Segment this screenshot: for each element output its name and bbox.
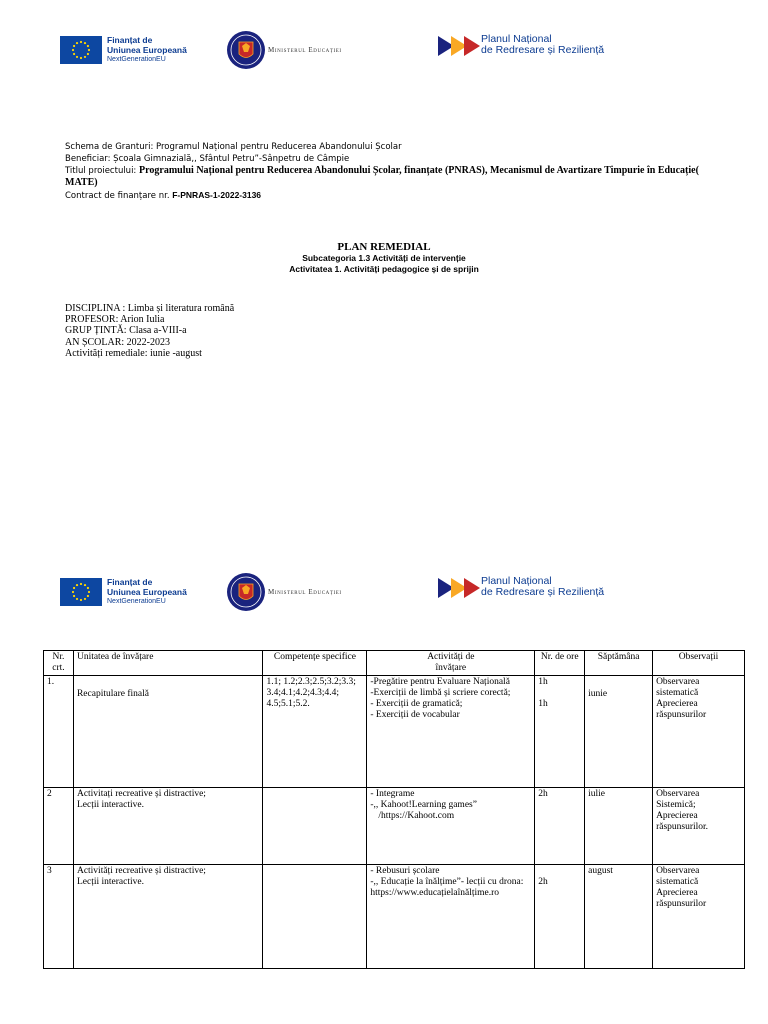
pnrr-logo-text <box>481 576 604 598</box>
header-unit: Unitatea de învățare <box>73 651 263 676</box>
eu-star-icon <box>87 45 89 47</box>
header-hours: Nr. de ore <box>535 651 585 676</box>
cell-nr: 3 <box>44 865 74 969</box>
obs-d: răspunsurilor. <box>656 822 709 832</box>
header-competences: Competențe specifice <box>263 651 367 676</box>
table-header-row <box>44 651 745 676</box>
plan-title-main: PLAN REMEDIAL <box>337 241 431 253</box>
contract-label: Contract de finanțare nr. <box>65 191 173 201</box>
eu-star-icon <box>84 584 86 586</box>
project-title-label: Titlul proiectului: <box>65 166 140 176</box>
romania-coat-of-arms-icon <box>226 572 266 612</box>
unit-line1: Activitați recreative și distractive; <box>76 789 206 799</box>
pnrr-arrows-icon <box>438 35 480 57</box>
cell-week: iulie <box>585 788 653 865</box>
cell-week: august <box>585 865 653 969</box>
eu-funding-line1: Finanțat de <box>107 35 153 45</box>
ministry-name: Ministerul Educației <box>268 46 342 54</box>
cell-unit <box>73 676 263 788</box>
obs-b: sistematică <box>656 688 699 698</box>
info-school-year: AN ȘCOLAR: 2022-2023 <box>65 336 171 348</box>
cell-competences <box>263 788 367 865</box>
hours-b: 2h <box>538 877 548 887</box>
eu-funding-line2: Uniunea Europeană <box>107 587 187 597</box>
eu-star-icon <box>72 49 74 51</box>
info-discipline: DISCIPLINA : Limba și literatura română <box>65 303 235 314</box>
grant-scheme: Schema de Granturi: Programul Național pentru Reducerea Abandonului Școlar <box>65 142 402 152</box>
contract-number: F-PNRAS-1-2022-3136 <box>172 190 262 200</box>
grant-info <box>65 141 715 202</box>
eu-star-icon <box>80 57 82 59</box>
hours-a: 2h <box>538 789 548 799</box>
activity-a: -Pregătire pentru Evaluare Națională <box>370 677 510 687</box>
header-nr: Nr. crt. <box>44 651 74 676</box>
cell-hours <box>535 788 585 865</box>
eu-funding-line2: Uniunea Europeană <box>107 45 187 55</box>
unit-line1: Activități recreative și distractive; <box>76 866 206 876</box>
cell-hours <box>535 865 585 969</box>
course-info <box>65 303 234 359</box>
obs-a: Observarea <box>656 789 700 799</box>
eu-star-icon <box>84 598 86 600</box>
cell-unit <box>73 788 263 865</box>
cell-observations <box>653 788 745 865</box>
table-row <box>44 788 745 865</box>
activity-b: -,, Educație la înălțime”- lecții cu drona: <box>370 877 524 887</box>
obs-c: Aprecierea <box>656 888 698 898</box>
activity-a: - Rebusuri școlare <box>370 866 440 876</box>
info-remedial-period: Activități remediale: iunie -august <box>65 347 202 359</box>
cell-activities <box>367 788 535 865</box>
info-target-group: GRUP ȚINTĂ: Clasa a-VIII-a <box>65 325 187 337</box>
eu-star-icon <box>84 56 86 58</box>
activity-d: - Exerciții de vocabular <box>370 710 460 720</box>
activity-b: -,, Kahoot!Learning games” <box>370 800 477 810</box>
eu-star-icon <box>72 591 74 593</box>
activity-a: - Integrame <box>370 789 415 799</box>
eu-star-icon <box>76 598 78 600</box>
unit-line2: Lecții interactive. <box>76 877 144 887</box>
cell-unit <box>73 865 263 969</box>
obs-a: Observarea <box>656 866 700 876</box>
grant-contract <box>65 189 715 202</box>
activity-c: - Exerciții de gramatică; <box>370 699 463 709</box>
pnrr-line2: de Redresare și Reziliență <box>481 44 605 56</box>
table-row <box>44 865 745 969</box>
cell-competences: 1.1; 1.2;2.3;2.5;3.2;3.3; 3.4;4.1;4.2;4.3;4.4; 4.5;5.1;5.2. <box>263 676 367 788</box>
cell-observations <box>653 676 745 788</box>
eu-flag-icon <box>60 578 102 606</box>
eu-star-icon <box>87 53 89 55</box>
cell-activities <box>367 865 535 969</box>
eu-funding-logo <box>107 577 187 607</box>
eu-funding-line3: NextGenerationEU <box>107 56 166 63</box>
activity-b: -Exerciții de limbă și scriere corectă; <box>370 688 511 698</box>
header-activities-line2: învățare <box>435 663 467 673</box>
header-activities-line1: Activități de <box>427 652 475 662</box>
obs-a: Observarea <box>656 677 700 687</box>
eu-star-icon <box>87 587 89 589</box>
obs-c: Aprecierea <box>656 811 698 821</box>
eu-flag-icon <box>60 36 102 64</box>
romania-coat-of-arms-icon <box>226 30 266 70</box>
week-value: iunie <box>588 689 608 699</box>
remedial-plan-table <box>43 650 745 969</box>
pnrr-logo-text <box>481 34 604 56</box>
plan-subtitle-2: Activitatea 1. Activități pedagogice și de sprijin <box>289 264 479 274</box>
eu-star-icon <box>76 56 78 58</box>
unit-line2: Lecții interactive. <box>76 800 144 810</box>
activity-c: /https://Kahoot.com <box>378 811 455 821</box>
eu-star-icon <box>76 584 78 586</box>
plan-subtitle-1: Subcategoria 1.3 Activități de intervenție <box>302 253 466 263</box>
eu-funding-line3: NextGenerationEU <box>107 598 166 605</box>
eu-star-icon <box>88 591 90 593</box>
pnrr-line1: Planul Național <box>481 575 552 587</box>
activity-c: https://www.educațielaînălțime.ro <box>370 888 500 898</box>
cell-week <box>585 676 653 788</box>
obs-d: răspunsurilor <box>656 710 707 720</box>
logo-header-top <box>60 30 620 70</box>
hours-a: 1h <box>538 677 548 687</box>
cell-activities <box>367 676 535 788</box>
eu-star-icon <box>80 599 82 601</box>
pnrr-line2: de Redresare și Reziliență <box>481 586 605 598</box>
cell-hours <box>535 676 585 788</box>
eu-star-icon <box>73 53 75 55</box>
header-week: Săptămâna <box>585 651 653 676</box>
plan-title <box>0 241 768 275</box>
eu-star-icon <box>84 42 86 44</box>
obs-d: răspunsurilor <box>656 899 707 909</box>
eu-star-icon <box>88 49 90 51</box>
eu-star-icon <box>73 45 75 47</box>
ministry-name: Ministerul Educației <box>268 588 342 596</box>
eu-star-icon <box>87 595 89 597</box>
grant-project-title <box>65 165 715 189</box>
cell-observations <box>653 865 745 969</box>
eu-star-icon <box>73 595 75 597</box>
pnrr-arrows-icon <box>438 577 480 599</box>
project-title-value: Programului Național pentru Reducerea Abandonului Școlar, finanțate (PNRAS), Mecanismul de Avartizare Timpurie în Educație( MATE) <box>65 165 699 188</box>
obs-c: Aprecierea <box>656 699 698 709</box>
cell-nr: 2 <box>44 788 74 865</box>
logo-header-page2 <box>60 572 620 612</box>
eu-star-icon <box>80 583 82 585</box>
cell-nr: 1. <box>44 676 74 788</box>
obs-b: sistematică <box>656 877 699 887</box>
eu-funding-line1: Finanțat de <box>107 577 153 587</box>
unit-line1: Recapitulare finală <box>76 689 149 699</box>
eu-star-icon <box>73 587 75 589</box>
header-observations: Observații <box>653 651 745 676</box>
grant-beneficiary: Beneficiar: Școala Gimnazială,, Sfântul Petru”-Sânpetru de Câmpie <box>65 154 350 164</box>
obs-b: Sistemică; <box>656 800 696 810</box>
info-teacher: PROFESOR: Arion Iulia <box>65 314 165 326</box>
eu-funding-logo <box>107 35 187 65</box>
pnrr-line1: Planul Național <box>481 33 552 45</box>
table-row <box>44 676 745 788</box>
hours-b: 1h <box>538 699 548 709</box>
eu-star-icon <box>76 42 78 44</box>
cell-competences <box>263 865 367 969</box>
eu-star-icon <box>80 41 82 43</box>
header-activities <box>367 651 535 676</box>
